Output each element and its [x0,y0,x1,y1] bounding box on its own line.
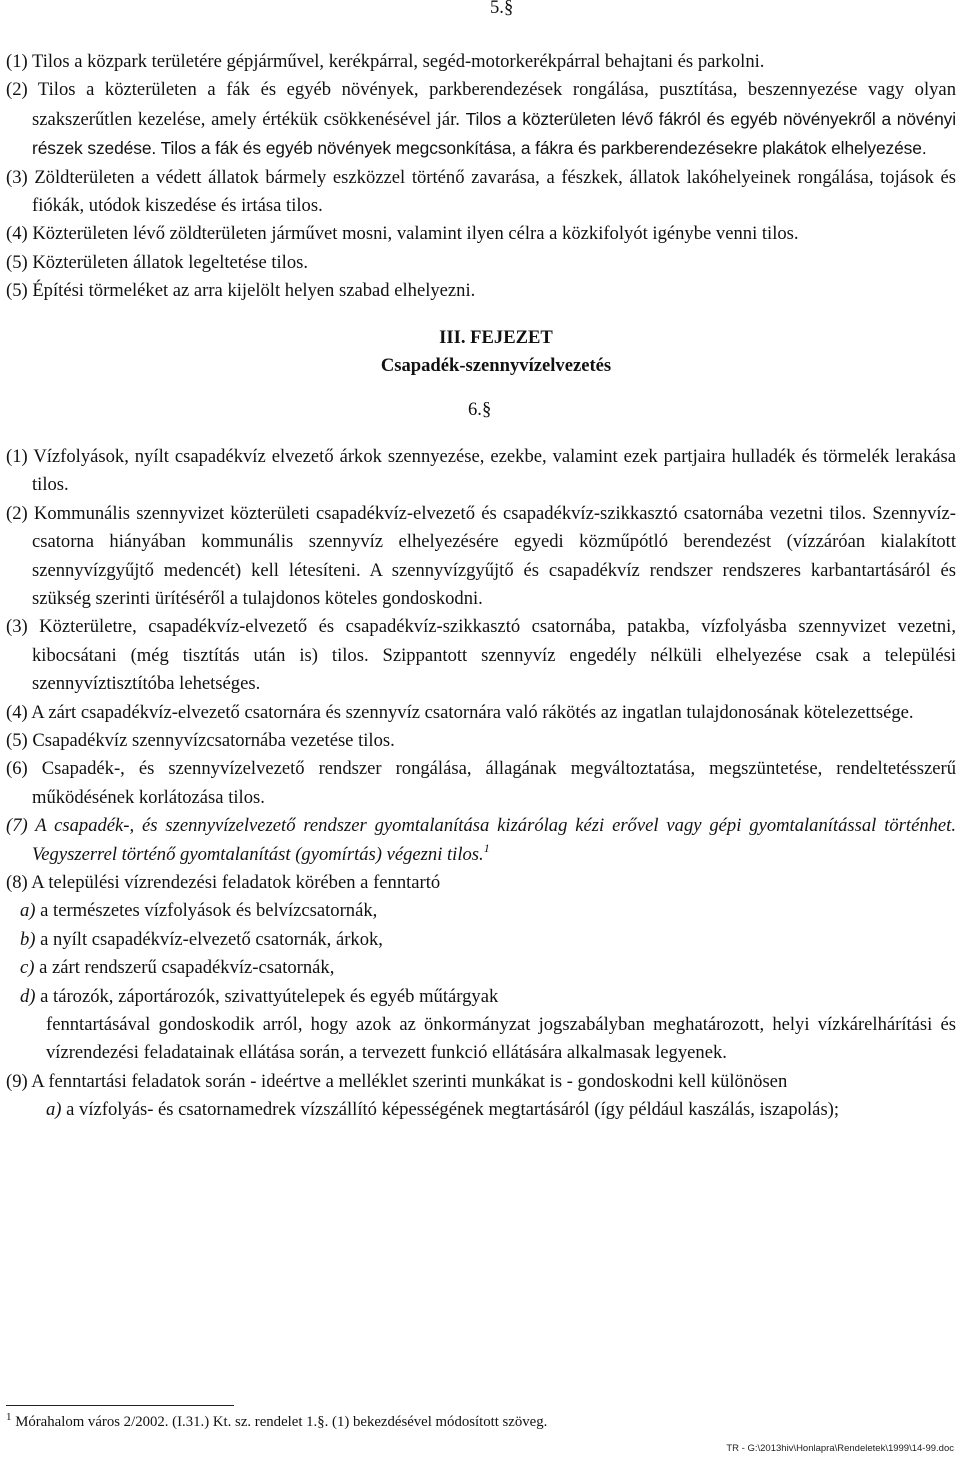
section-5-paragraph-2-part-a: (2) Tilos a közterületen a fák és egyéb növények, parkberendezések rongálása, pusztítása, beszennyezése vagy olyan szakszerűtlen kezelése, amely értékük csökkenésével jár. [6,79,956,130]
section-6-paragraph-8: (8) A települési vízrendezési feladatok körében a fenntartó [6,871,441,893]
list-item-text: a zárt rendszerű csapadékvíz-csatornák, [34,957,335,979]
section-6-paragraph-9: (9) A fenntartási feladatok során - ideértve a melléklet szerinti munkákat is - gondoskodni kell különösen [6,1070,788,1092]
section-6-paragraph-4: (4) A zárt csapadékvíz-elvezető csatornára és szennyvíz csatornára való rákötés az ingatlan tulajdonosának kötelezettsége. [6,701,914,723]
list-item-text: a természetes vízfolyások és belvízcsatornák, [35,900,378,922]
section-6-paragraph-1: (1) Vízfolyások, nyílt csapadékvíz elvezető árkok szennyezése, ezekbe, valamint ezek partjaira hulladék és törmelék lerakása tilos. [6,445,956,496]
list-item-letter: a) [20,900,36,922]
list-item [6,1096,956,1124]
section-6-paragraph-7 [6,812,956,869]
section-5-paragraph-5b: (5) Építési törmeléket az arra kijelölt helyen szabad elhelyezni. [6,280,476,302]
section-6-paragraph-5: (5) Csapadékvíz szennyvízcsatornába vezetése tilos. [6,729,395,751]
footnote-text: Mórahalom város 2/2002. (I.31.) Kt. sz. rendelet 1.§. (1) bekezdésével módosított szöveg. [11,1414,548,1430]
section-5-paragraph-3: (3) Zöldterületen a védett állatok bármely eszközzel történő zavarása, a fészkek, állatok lakóhelyeinek rongálása, tojások és fiókák, utódok kiszedése és irtása tilos. [6,166,956,217]
list-item-text: a nyílt csapadékvíz-elvezető csatornák, árkok, [35,928,383,950]
list-item-text: a vízfolyás- és csatornamedrek vízszállító képességének megtartásáról (így például kaszálás, iszapolás); [61,1099,840,1121]
list-item-letter: a) [46,1099,62,1121]
section-5-paragraph-1: (1) Tilos a közpark területére gépjárművel, kerékpárral, segéd-motorkerékpárral behajtani és parkolni. [6,51,765,72]
list-item-text: a tározók, záportározók, szivattyútelepek és egyéb műtárgyak [35,985,499,1007]
list-item [6,983,956,1011]
section-5-paragraph-2-part-b: Tilos a közterületen lévő fákról és egyéb növényekről a növényi részek szedése. Tilos a fák és egyéb növények megcsonkítása, a fákra és parkberendezésekre plakátok elhelyezése. [32,108,957,159]
section-5-paragraph-2 [6,76,956,163]
document-body [6,48,956,1125]
footnote-number: 1 [6,1411,12,1423]
section-6-paragraph-6: (6) Csapadék-, és szennyvízelvezető rendszer rongálása, állagának megváltoztatása, megszüntetése, rendeltetésszerű működésének korlátozása tilos. [6,758,956,808]
list-item-letter: d) [20,985,36,1007]
footnote-reference: 1 [483,840,490,855]
list-item [6,954,956,982]
chapter-number: III. FEJEZET [439,326,553,348]
footnote [6,1412,547,1432]
section-5-paragraph-5a: (5) Közterületen állatok legeltetése tilos. [6,251,309,273]
section-6-paragraph-7-text: (7) A csapadék-, és szennyvízelvezető rendszer gyomtalanítása kizárólag kézi erővel vagy gépi gyomtalanítással történhet. Vegyszerrel történő gyomtalanítást (gyomírtás) végezni tilos. [6,815,956,865]
section-6-paragraph-2: (2) Kommunális szennyvizet közterületi csapadékvíz-elvezető és csapadékvíz-szikkasztó csatornába vezetni tilos. Szennyvíz-csatorna hiányában kommunális szennyvíz elhelyezésére egyedi közműpótló berendezést (vízzáróan kialakított szennyvízgyűjtő medencét) kell létesíteni. A szennyvízgyűjtő és csapadékvíz rendszer rendszeres karbantartásáról és szükség szerinti ürítéséről a tulajdonos köteles gondoskodni. [6,502,956,609]
list-item [6,897,956,925]
list-item-letter: b) [20,928,36,950]
section-5-number: 5.§ [490,0,514,18]
section-6-paragraph-3: (3) Közterületre, csapadékvíz-elvezető és csapadékvíz-szikkasztó csatornába, patakba, vízfolyásba szennyvizet vezetni, kibocsátani (még tisztítás után is) tilos. Szippantott szennyvíz engedély nélküli elhelyezése csak a települési szennyvíztisztítóba lehetséges. [6,616,956,695]
chapter-title: Csapadék-szennyvízelvezetés [380,355,612,377]
section-6-paragraph-8-continuation: fenntartásával gondoskodik arról, hogy azok az önkormányzat jogszabályban meghatározott, helyi vízkárelhárítási és vízrendezési feladatainak ellátása során, a tervezett funkció ellátására alkalmasak legyenek. [46,1014,956,1064]
section-6-number: 6.§ [468,399,492,421]
section-5-paragraph-4: (4) Közterületen lévő zöldterületen járművet mosni, valamint ilyen célra a közkifolyót igénybe venni tilos. [6,223,799,245]
file-path-label: TR - G:\2013hiv\Honlapra\Rendeletek\1999\14-99.doc [726,1443,954,1454]
footnote-divider [6,1405,234,1406]
list-item-letter: c) [20,957,35,979]
list-item [6,926,956,954]
